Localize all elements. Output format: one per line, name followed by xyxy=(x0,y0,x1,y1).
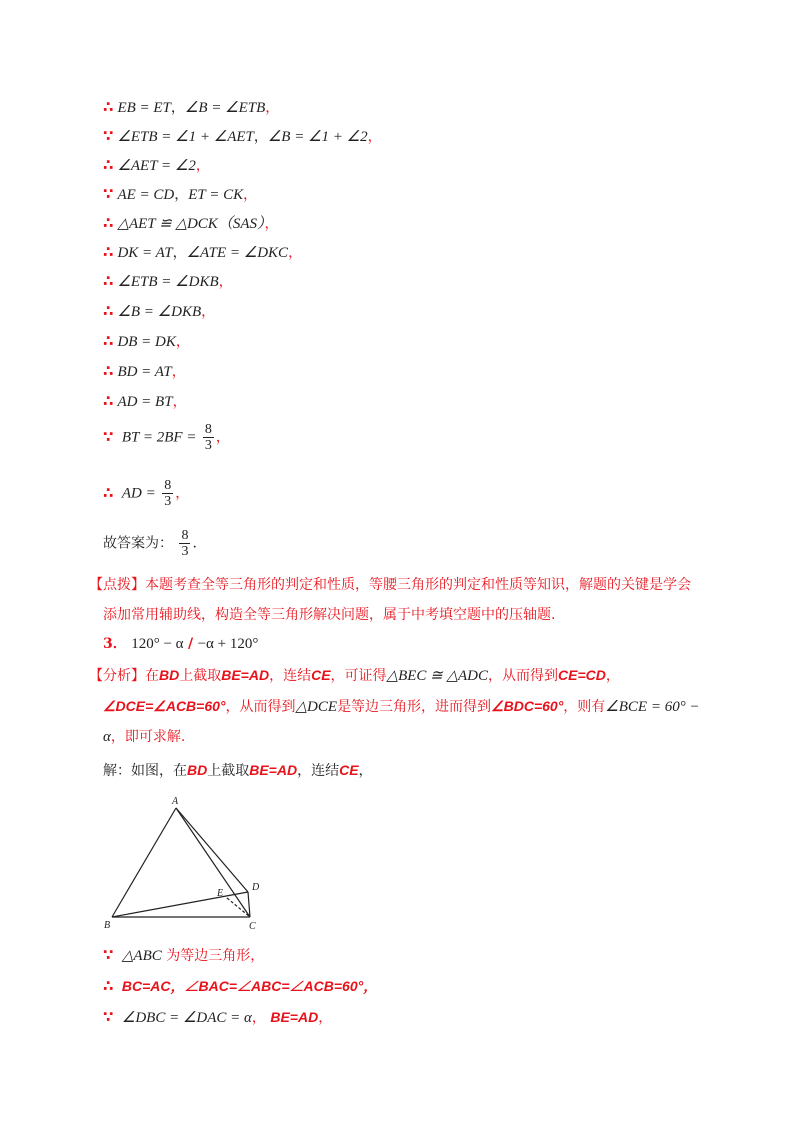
comma: ， xyxy=(318,1010,333,1026)
math-expression: AD = BT xyxy=(117,394,173,410)
fraction-denominator: 3 xyxy=(164,494,172,509)
therefore-symbol: ∴ xyxy=(103,98,114,116)
math-expression: △ABC xyxy=(121,948,162,964)
comma: ， xyxy=(175,334,190,350)
fenxi-tag: 【分析】 xyxy=(89,668,145,684)
text: ，即可求解. xyxy=(110,729,186,745)
bottom-line-3 xyxy=(103,1007,332,1028)
text: 是等边三角形，进而得到 xyxy=(337,699,492,715)
fraction-numerator: 8 xyxy=(204,422,212,437)
triangle-diagram xyxy=(100,790,300,935)
bottom-line-1 xyxy=(103,945,264,966)
math-expression: BC=AC，∠BAC=∠ABC=∠ACB=60°， xyxy=(121,978,378,994)
math-expression: △BEC ≅ △ADC xyxy=(386,668,489,684)
label-c: C xyxy=(249,921,256,932)
proof-line xyxy=(103,301,215,322)
therefore-symbol: ∴ xyxy=(103,392,114,410)
edge-ad xyxy=(176,808,248,892)
comma: ， xyxy=(172,394,187,410)
proof-line-bt xyxy=(103,422,230,453)
math-expression: ∠ETB = ∠1 + ∠AET xyxy=(117,129,254,145)
therefore-symbol: ∴ xyxy=(103,302,114,320)
comma: ， xyxy=(218,274,233,290)
proof-line xyxy=(103,184,257,205)
question-number: 3． xyxy=(103,636,127,652)
text: ，从而得到 xyxy=(225,699,296,715)
proof-line xyxy=(103,155,210,176)
dianbo-tag: 【点拨】 xyxy=(89,577,145,593)
fraction-numerator: 8 xyxy=(181,528,189,543)
proof-line xyxy=(103,271,233,292)
math-var: BE=AD xyxy=(270,1009,319,1025)
math-var: CE xyxy=(339,762,359,778)
separator: ， xyxy=(253,129,268,145)
edge-bd xyxy=(112,892,248,917)
therefore-symbol: ∴ xyxy=(103,243,114,261)
separator: ， xyxy=(172,245,187,261)
math-expression: ∠BCE = 60° − α xyxy=(103,699,700,745)
proof-line xyxy=(103,331,190,352)
math-expression: BT = 2BF = xyxy=(121,429,197,446)
math-expression: ∠ATE = ∠DKC xyxy=(186,245,289,261)
therefore-symbol: ∴ xyxy=(103,977,114,995)
math-var: CE=CD xyxy=(558,667,606,683)
math-var: ∠DCE=∠ACB=60° xyxy=(103,698,226,714)
therefore-symbol: ∴ xyxy=(103,272,114,290)
proof-line-ad xyxy=(103,478,189,509)
math-expression: ∠B = ∠1 + ∠2 xyxy=(267,129,368,145)
bottom-line-2 xyxy=(103,976,377,997)
edge-dc xyxy=(248,892,250,917)
math-expression: DB = DK xyxy=(117,334,176,350)
math-expression: △AET ≌ △DCK（SAS） xyxy=(117,216,265,232)
therefore-symbol: ∴ xyxy=(103,362,114,380)
text: 上截取 xyxy=(179,668,222,684)
math-expression: AE = CD xyxy=(117,187,175,203)
text: ， xyxy=(605,668,620,684)
fraction-denominator: 3 xyxy=(204,438,212,453)
fraction-numerator: 8 xyxy=(164,478,172,493)
math-var: BD xyxy=(159,667,180,683)
separator: ， xyxy=(170,100,185,116)
fenxi-paragraph xyxy=(89,660,703,752)
proof-line xyxy=(103,242,302,263)
comma: ， xyxy=(264,216,279,232)
fraction xyxy=(162,478,173,509)
comma: ， xyxy=(288,245,303,261)
period: . xyxy=(192,535,197,552)
math-var: BE=AD xyxy=(249,762,298,778)
edge-ac xyxy=(176,808,250,917)
math-expression: BD = AT xyxy=(117,364,172,380)
label-d: D xyxy=(252,882,260,893)
solution-intro xyxy=(103,755,703,786)
text: ， xyxy=(358,763,373,779)
label-e: E xyxy=(217,888,224,899)
label-b: B xyxy=(104,920,111,931)
because-symbol: ∵ xyxy=(103,427,114,446)
math-expression: △DCE xyxy=(295,699,338,715)
therefore-symbol: ∴ xyxy=(103,483,114,502)
proof-line xyxy=(103,213,278,234)
label-a: A xyxy=(172,796,179,807)
question-3-line xyxy=(103,634,258,654)
comma: ， xyxy=(367,129,382,145)
math-var: ∠BDC=60° xyxy=(491,698,564,714)
math-expression: DK = AT xyxy=(117,245,173,261)
dianbo-text: 本题考查全等三角形的判定和性质，等腰三角形的判定和性质等知识，解题的关键是学会添加常用辅助线，构造全等三角形解决问题，属于中考填空题中的压轴题. xyxy=(103,577,691,623)
text: ，可证得 xyxy=(330,668,387,684)
proof-line xyxy=(103,97,279,118)
comma: ， xyxy=(243,187,258,203)
math-var: BD xyxy=(187,762,208,778)
text: 在 xyxy=(145,668,159,684)
because-symbol: ∵ xyxy=(103,127,114,145)
text: ，连结 xyxy=(269,668,312,684)
text: ，则有 xyxy=(563,699,606,715)
text: ，从而得到 xyxy=(488,668,559,684)
math-expression: ∠DBC = ∠DAC = α xyxy=(121,1010,252,1026)
separator: ， xyxy=(174,187,189,203)
comma: ， xyxy=(251,1010,266,1026)
math-expression: ∠ETB = ∠DKB xyxy=(117,274,219,290)
answer-line xyxy=(103,528,197,559)
comma: ， xyxy=(175,485,190,502)
math-expression: ∠B = ∠DKB xyxy=(117,304,202,320)
therefore-symbol: ∴ xyxy=(103,332,114,350)
fraction xyxy=(179,528,190,559)
therefore-symbol: ∴ xyxy=(103,214,114,232)
text: 解：如图，在 xyxy=(103,763,187,779)
because-symbol: ∵ xyxy=(103,185,114,203)
math-expression: EB = ET xyxy=(117,100,171,116)
math-expression: AD = xyxy=(121,485,156,502)
fraction xyxy=(203,422,214,453)
slash-separator: / xyxy=(187,636,194,652)
math-expression: ∠AET = ∠2 xyxy=(117,158,196,174)
text: ，连结 xyxy=(297,763,340,779)
math-var: BE=AD xyxy=(221,667,270,683)
dianbo-paragraph xyxy=(89,570,703,630)
comma: ， xyxy=(171,364,186,380)
because-symbol: ∵ xyxy=(103,946,114,964)
proof-line xyxy=(103,361,186,382)
text: 为等边三角形， xyxy=(166,948,265,964)
proof-line xyxy=(103,391,187,412)
comma: ， xyxy=(265,100,280,116)
comma: ， xyxy=(195,158,210,174)
math-expression: ∠B = ∠ETB xyxy=(184,100,266,116)
math-var: CE xyxy=(311,667,331,683)
answer-label: 故答案为： xyxy=(103,535,173,552)
answer-expression-2: −α + 120° xyxy=(197,636,259,652)
text: 上截取 xyxy=(207,763,250,779)
fraction-denominator: 3 xyxy=(181,544,189,559)
math-expression: ET = CK xyxy=(188,187,244,203)
edge-ab xyxy=(112,808,176,917)
comma: ， xyxy=(215,429,230,446)
because-symbol: ∵ xyxy=(103,1008,114,1026)
therefore-symbol: ∴ xyxy=(103,156,114,174)
comma: ， xyxy=(201,304,216,320)
proof-line xyxy=(103,126,382,147)
answer-expression-1: 120° − α xyxy=(131,636,184,652)
